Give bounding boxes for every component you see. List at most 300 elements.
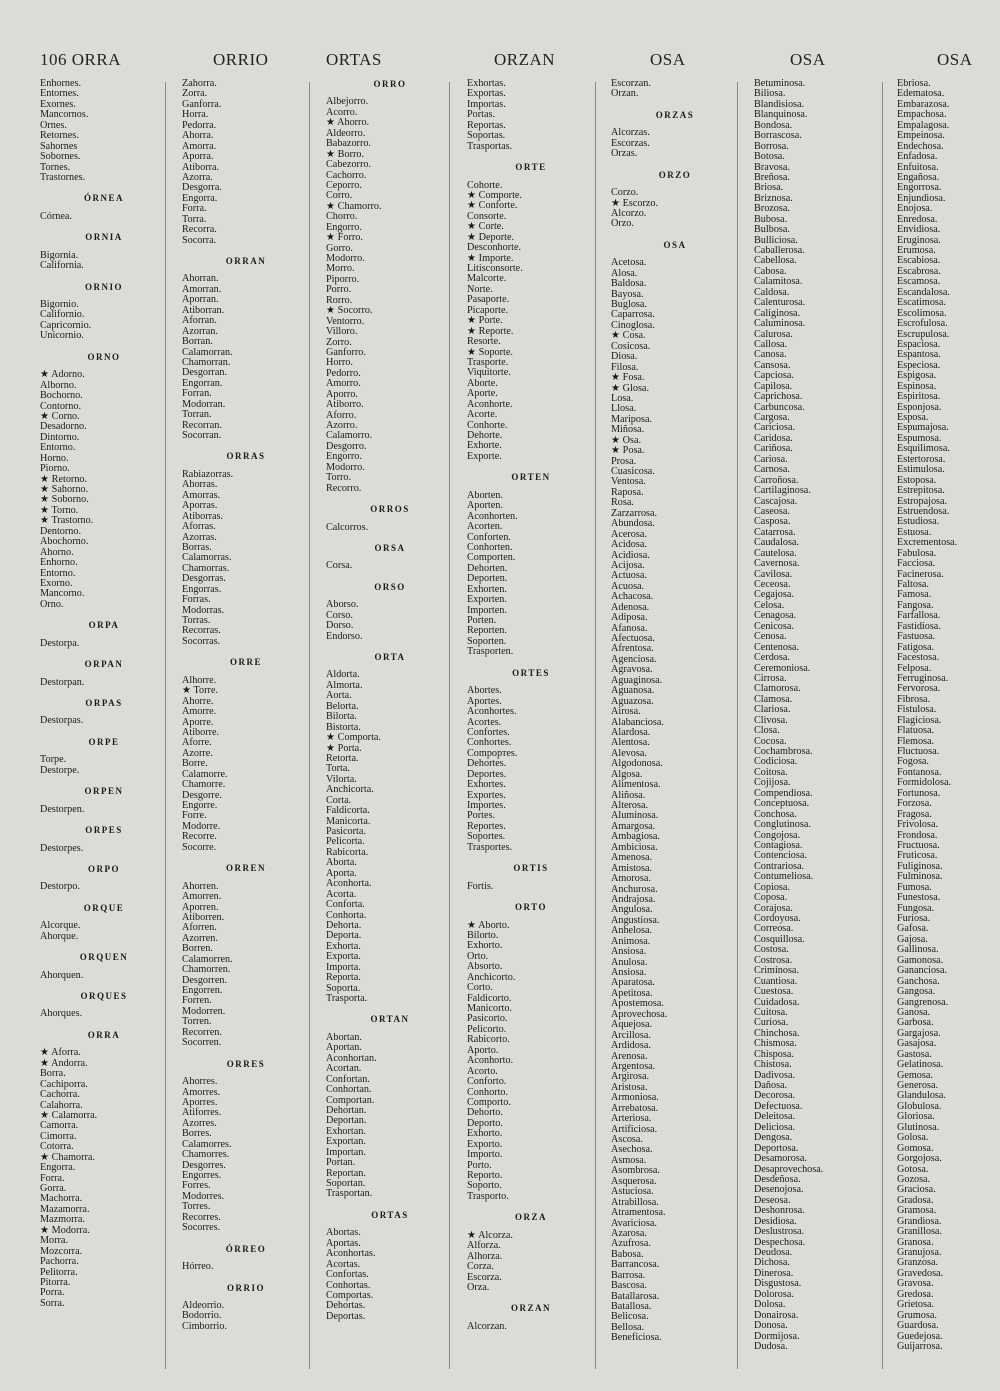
section-heading: ORRAS	[226, 451, 266, 462]
word-entry: Machorra.	[40, 1193, 83, 1205]
running-header: ORRIO	[213, 50, 269, 69]
word-entry: Fervorosa.	[897, 683, 941, 695]
word-entry: Desgorro.	[326, 440, 367, 452]
word-entry: Amorosa.	[611, 873, 651, 885]
word-entry: Albejorro.	[326, 96, 369, 108]
word-entry: Conhortan.	[326, 1084, 372, 1096]
word-entry: Aporto.	[467, 1044, 499, 1056]
word-entry: Defectuosa.	[754, 1100, 803, 1112]
word-entry: Piorno.	[40, 463, 70, 475]
word-entry: Dentorno.	[40, 525, 82, 537]
word-entry: Deshonrosa.	[754, 1205, 805, 1217]
word-entry: Batallarosa.	[611, 1290, 660, 1302]
word-entry: Desamorosa.	[754, 1153, 807, 1165]
word-entry: Escolimosa.	[897, 307, 947, 319]
word-entry: Destorpan.	[40, 676, 85, 688]
word-entry: Costrosa.	[754, 954, 793, 966]
word-entry: Diosa.	[611, 351, 638, 363]
word-entry: Armoniosa.	[611, 1092, 659, 1104]
word-entry: Abortes.	[467, 685, 502, 697]
word-entry: Chinchosa.	[754, 1027, 800, 1039]
word-entry: Excrementosa.	[897, 537, 958, 549]
word-entry: Avariciosa.	[611, 1217, 657, 1229]
word-entry: Generosa.	[897, 1080, 939, 1091]
word-entry: Batallosa.	[611, 1301, 652, 1312]
word-entry: Alterosa.	[611, 800, 649, 811]
word-entry: Pedorra.	[182, 119, 217, 131]
word-entry: Importen.	[467, 604, 507, 616]
word-entry: Frondosa.	[897, 829, 938, 841]
word-entry: Gamonosa.	[897, 954, 944, 966]
word-entry: Desgorres.	[182, 1159, 226, 1171]
word-entry: Actuosa.	[611, 570, 647, 582]
word-entry: Comportan.	[326, 1094, 375, 1106]
word-entry: Azorro.	[326, 420, 358, 431]
word-entry: Modorre.	[182, 820, 221, 832]
word-entry: Graciosa.	[897, 1184, 936, 1196]
word-entry: Conhorten.	[467, 541, 513, 553]
word-entry: Aconhortes.	[467, 706, 517, 718]
word-entry: Alhorre.	[182, 674, 217, 686]
word-entry: ★ Escorzo.	[611, 197, 659, 209]
word-entry: Trasportes.	[467, 841, 513, 853]
word-entry: Conhorta.	[326, 909, 367, 921]
word-entry: Comportas.	[326, 1289, 374, 1301]
word-entry: Dehorta.	[326, 919, 362, 931]
word-entry: Aporra.	[182, 151, 214, 163]
word-entry: Ansiosa.	[611, 967, 647, 978]
word-entry: Capciosa.	[754, 370, 794, 382]
word-entry: Deleitosa.	[754, 1111, 796, 1123]
word-entry: Desidiosa.	[754, 1215, 797, 1227]
word-entry: Comporto.	[467, 1096, 511, 1108]
word-entry: Apostemosa.	[611, 998, 664, 1010]
word-entry: Contagiosa.	[754, 839, 803, 851]
word-entry: Amorras.	[182, 489, 221, 501]
word-entry: Comporten.	[467, 552, 516, 564]
word-entry: Forra.	[182, 203, 207, 215]
word-entry: ★ Alcorza.	[467, 1229, 513, 1241]
word-entry: Ambiciosa.	[611, 841, 658, 853]
word-entry: Dengosa.	[754, 1132, 793, 1144]
word-entry: Soportan.	[326, 1178, 366, 1189]
section-heading: ORTIS	[513, 863, 549, 874]
word-entry: Arrebatosa.	[611, 1102, 659, 1114]
word-entry: Alimentosa.	[611, 779, 661, 791]
word-entry: Aborte.	[467, 377, 498, 389]
word-entry: Canosa.	[754, 349, 787, 361]
word-entry: Garbosa.	[897, 1017, 934, 1029]
word-entry: Asmosa.	[611, 1154, 647, 1166]
word-entry: Acijosa.	[611, 559, 645, 571]
word-entry: Entorno.	[40, 442, 76, 454]
word-entry: Acortes.	[467, 716, 502, 728]
word-entry: Alcorzan.	[467, 1320, 507, 1332]
word-entry: Dintorno.	[40, 431, 80, 443]
word-entry: Azorras.	[182, 531, 217, 543]
word-entry: Enfuitosa.	[897, 161, 939, 173]
word-entry: Erumosa.	[897, 245, 936, 256]
word-entry: Achacosa.	[611, 591, 654, 603]
word-entry: Clamosa.	[754, 693, 793, 705]
word-entry: Guijarrosa.	[897, 1340, 943, 1352]
word-entry: Caridosa.	[754, 432, 793, 444]
word-entry: ★ Sahorno.	[40, 484, 89, 495]
word-entry: Escatimosa.	[897, 297, 946, 309]
word-entry: Ansiosa.	[611, 946, 647, 958]
word-entry: Cimorra.	[40, 1130, 77, 1142]
word-entry: Horra.	[182, 109, 209, 121]
word-entry: Cautelosa.	[754, 547, 797, 559]
word-entry: Gozosa.	[897, 1173, 931, 1185]
word-entry: Abochorno.	[40, 536, 89, 548]
word-entry: Cimborrio.	[182, 1320, 227, 1332]
word-entry: Engorre.	[182, 800, 218, 811]
word-entry: Aldeorrio.	[182, 1299, 225, 1311]
word-entry: Filosa.	[611, 361, 639, 373]
word-entry: Cachorro.	[326, 169, 367, 181]
word-entry: Exornes.	[40, 98, 76, 110]
word-entry: Entorno.	[40, 567, 76, 579]
word-entry: Atiborro.	[326, 399, 364, 411]
word-entry: Viquitorte.	[467, 367, 511, 379]
word-entry: Afanosa.	[611, 622, 648, 634]
word-entry: Borras.	[182, 541, 212, 553]
word-entry: Compendiosa.	[754, 787, 813, 799]
word-entry: Exorno.	[40, 577, 73, 589]
word-entry: Recorro.	[326, 482, 362, 494]
word-entry: Engorras.	[182, 583, 222, 595]
word-entry: Arenosa.	[611, 1050, 648, 1062]
word-entry: ★ Chamorra.	[40, 1151, 95, 1163]
word-entry: Atiborren.	[182, 911, 225, 923]
word-entry: Bigornio.	[40, 299, 79, 310]
word-entry: Enredosa.	[897, 213, 938, 225]
word-entry: Dehorte.	[467, 430, 503, 441]
word-entry: Absorto.	[467, 961, 503, 973]
word-entry: Disgustosa.	[754, 1278, 802, 1290]
word-entry: Sobornes.	[40, 151, 81, 163]
word-entry: Sorra.	[40, 1297, 65, 1309]
word-entry: Forzosa.	[897, 798, 932, 810]
word-entry: Modorres.	[182, 1190, 225, 1202]
word-entry: Fuliginosa.	[897, 860, 943, 872]
word-entry: Gorgojosa.	[897, 1153, 942, 1165]
word-entry: Facciosa.	[897, 558, 936, 570]
word-entry: Engorro.	[326, 451, 362, 463]
word-entry: Pedorro.	[326, 367, 361, 379]
word-entry: Azorran.	[182, 325, 218, 337]
word-entry: Gorra.	[40, 1183, 67, 1194]
word-entry: Torren.	[182, 1016, 212, 1028]
word-entry: Rabicorta.	[326, 846, 369, 858]
word-entry: Aporras.	[182, 500, 218, 512]
word-entry: Porto.	[467, 1159, 492, 1171]
word-entry: ★ Adorno.	[40, 369, 85, 381]
word-entry: Airosa.	[611, 706, 641, 718]
word-entry: Esquilimosa.	[897, 443, 950, 455]
word-entry: Acortan.	[326, 1063, 362, 1075]
word-entry: Gajosa.	[897, 933, 928, 945]
word-entry: Atiborran.	[182, 304, 225, 316]
word-entry: Exhortas.	[467, 78, 506, 89]
word-entry: Cegajosa.	[754, 589, 794, 601]
word-entry: Trasportan.	[326, 1188, 373, 1200]
section-heading: ORQUES	[80, 991, 128, 1001]
word-entry: Enhornes.	[40, 78, 82, 89]
word-entry: Faldicorto.	[467, 992, 512, 1004]
word-entry: Brozosa.	[754, 203, 790, 215]
word-entry: Barrancosa.	[611, 1259, 660, 1271]
word-entry: Conforten.	[467, 531, 511, 543]
word-entry: Deportas.	[326, 1310, 366, 1322]
word-entry: Golosa.	[897, 1132, 929, 1144]
word-entry: Baldosa.	[611, 278, 647, 290]
word-entry: Felposa.	[897, 662, 932, 674]
word-entry: Chamorren.	[182, 964, 231, 976]
word-entry: Bigornia.	[40, 249, 79, 261]
word-entry: Gotosa.	[897, 1163, 929, 1175]
word-entry: Forren.	[182, 995, 212, 1007]
word-entry: Chamorre.	[182, 779, 226, 791]
word-entry: Modorro.	[326, 461, 365, 473]
word-entry: Torro.	[326, 472, 352, 484]
word-entry: Aporte.	[467, 388, 498, 400]
word-entry: ★ Conforte.	[467, 200, 518, 212]
word-entry: Trasportas.	[467, 140, 513, 152]
word-entry: Pitorra.	[40, 1276, 71, 1288]
word-entry: Astuciosa.	[611, 1186, 654, 1198]
word-entry: Forres.	[182, 1180, 211, 1192]
word-entry: Amorres.	[182, 1086, 221, 1098]
word-entry: Gloriosa.	[897, 1111, 935, 1123]
word-entry: Azufrosa.	[611, 1238, 651, 1250]
word-entry: Dañosa.	[754, 1080, 788, 1091]
word-entry: Cirrosa.	[754, 672, 787, 684]
word-entry: Babazorro.	[326, 138, 371, 150]
word-entry: Endorso.	[326, 630, 363, 642]
word-entry: Dichosa.	[754, 1257, 790, 1269]
word-entry: Conforta.	[326, 899, 365, 911]
word-entry: Confortas.	[326, 1269, 369, 1281]
word-entry: Aporres.	[182, 1096, 218, 1108]
word-entry: Belorta.	[326, 700, 359, 712]
word-entry: Orno.	[40, 598, 64, 610]
word-entry: Decorosa.	[754, 1090, 796, 1102]
word-entry: Ahorque.	[40, 930, 79, 942]
word-entry: Corta.	[326, 794, 352, 806]
word-entry: Abortas.	[326, 1227, 361, 1239]
word-entry: Aprovechosa.	[611, 1008, 668, 1020]
word-entry: Carnosa.	[754, 464, 790, 476]
word-entry: Especiosa.	[897, 359, 941, 371]
word-entry: Deporta.	[326, 930, 362, 942]
word-entry: Deporten.	[467, 573, 508, 585]
word-entry: Callosa.	[754, 338, 788, 350]
word-entry: Mancornos.	[40, 109, 89, 121]
word-entry: Caseosa.	[754, 505, 790, 517]
section-heading: ORTAS	[371, 1209, 409, 1220]
word-entry: Porten.	[467, 615, 497, 626]
running-header: ORTAS	[326, 50, 382, 69]
section-heading: ORPES	[85, 825, 123, 836]
word-entry: Exhortes.	[467, 779, 506, 791]
word-entry: Empachosa.	[897, 109, 947, 121]
word-entry: Agravosa.	[611, 664, 653, 676]
word-entry: Bulliciosa.	[754, 234, 798, 246]
word-entry: Algodonosa.	[611, 758, 663, 770]
word-entry: Dehortas.	[326, 1300, 366, 1312]
word-entry: Conhorto.	[467, 1086, 509, 1098]
section-heading: ORQUE	[83, 902, 125, 913]
word-entry: Exporta.	[326, 951, 361, 963]
word-entry: Espumosa.	[897, 432, 942, 444]
word-entry: Acortas.	[326, 1258, 361, 1270]
word-entry: Cotorra.	[40, 1141, 74, 1153]
word-entry: Consorte.	[467, 210, 507, 222]
word-entry: Grandiosa.	[897, 1215, 942, 1227]
word-entry: Cavilosa.	[754, 568, 793, 580]
word-entry: ★ Corno.	[40, 410, 80, 422]
word-entry: Amargosa.	[611, 820, 656, 832]
word-entry: Ceremoniosa.	[754, 662, 811, 674]
word-entry: Borrosa.	[754, 140, 789, 152]
section-heading: ORRIO	[226, 1282, 265, 1293]
word-entry: Trasporte.	[467, 356, 509, 368]
word-entry: ★ Aborto.	[467, 919, 510, 931]
word-entry: Ahorras.	[182, 479, 218, 491]
word-entry: Closa.	[754, 725, 780, 737]
word-entry: Cascajosa.	[754, 495, 798, 507]
section-heading: ORTES	[512, 667, 550, 678]
word-entry: Exporten.	[467, 594, 507, 606]
section-heading: ORNIA	[85, 232, 123, 243]
section-heading: ORNO	[87, 351, 121, 362]
word-entry: Amistosa.	[611, 862, 653, 874]
word-entry: Anchurosa.	[611, 883, 658, 895]
word-entry: Alcorque.	[40, 920, 81, 932]
word-entry: Cabosa.	[754, 265, 787, 277]
word-entry: Gafosa.	[897, 923, 929, 935]
word-entry: Recorran.	[182, 419, 222, 431]
word-entry: Dehorten.	[467, 562, 508, 574]
word-entry: Aorta.	[326, 690, 352, 702]
word-entry: Arcillosa.	[611, 1029, 651, 1041]
word-entry: Copiosa.	[754, 881, 790, 893]
word-entry: Fatigosa.	[897, 641, 935, 653]
word-entry: Soportas.	[467, 130, 506, 142]
word-entry: Socorras.	[182, 635, 221, 647]
word-entry: Fructuosa.	[897, 839, 940, 851]
word-entry: Fontanosa.	[897, 766, 942, 778]
word-entry: Deportan.	[326, 1115, 367, 1127]
word-entry: Confortan.	[326, 1073, 370, 1085]
word-entry: Reportes.	[467, 820, 506, 832]
word-entry: Conglutinosa.	[754, 819, 811, 831]
word-entry: Ebriosa.	[897, 78, 931, 89]
word-entry: Biliosa.	[754, 88, 786, 100]
word-entry: Pasaporte.	[467, 294, 510, 306]
word-entry: Atiforres.	[182, 1107, 222, 1119]
word-entry: Fortunosa.	[897, 787, 941, 799]
section-heading: ORREN	[225, 863, 266, 874]
word-entry: ★ Porte.	[467, 315, 503, 327]
word-entry: Retorta.	[326, 752, 359, 764]
section-heading: ORRO	[373, 79, 407, 89]
word-entry: Destorpes.	[40, 842, 84, 854]
word-entry: Fastidiosa.	[897, 620, 941, 632]
word-entry: Dehorto.	[467, 1107, 503, 1119]
word-entry: Socorran.	[182, 430, 222, 441]
word-entry: Bodorrio.	[182, 1310, 222, 1322]
word-entry: Azarosa.	[611, 1227, 647, 1239]
word-entry: Cargosa.	[754, 412, 790, 423]
section-heading: ORSO	[374, 581, 406, 592]
word-entry: Aconhorto.	[467, 1055, 514, 1067]
word-entry: Gangrenosa.	[897, 996, 949, 1008]
word-entry: ★ Soporte.	[467, 346, 513, 358]
word-entry: Atiborras.	[182, 510, 224, 522]
word-entry: Alcorzas.	[611, 127, 650, 139]
word-entry: Aconhortan.	[326, 1052, 377, 1064]
word-entry: Glutinosa.	[897, 1121, 940, 1133]
word-entry: Pelicorto.	[467, 1023, 507, 1035]
word-entry: Cordoyosa.	[754, 913, 801, 924]
word-entry: Rabicorto.	[467, 1034, 510, 1046]
section-heading: ORPA	[88, 620, 120, 631]
word-entry: Horro.	[326, 357, 353, 369]
word-entry: Chismosa.	[754, 1038, 797, 1050]
word-entry: Angustiosa.	[611, 914, 660, 926]
word-entry: Espinosa.	[897, 380, 937, 392]
word-entry: Contenciosa.	[754, 850, 807, 862]
word-entry: Alforza.	[467, 1240, 501, 1252]
word-entry: Piporro.	[326, 273, 360, 285]
word-entry: Catarrosa.	[754, 526, 796, 538]
word-entry: Conhortas.	[326, 1279, 371, 1291]
word-entry: Orzan.	[611, 88, 639, 100]
word-entry: Engorra.	[182, 192, 218, 204]
word-entry: Empalagosa.	[897, 119, 950, 131]
section-heading: ORZO	[658, 169, 692, 180]
word-entry: Ahorra.	[182, 130, 214, 142]
word-entry: Borra.	[40, 1068, 66, 1080]
word-entry: Gorro.	[326, 242, 353, 254]
word-entry: Alosa.	[611, 267, 638, 279]
word-entry: Estimulosa.	[897, 464, 945, 476]
word-entry: Esposa.	[897, 412, 929, 423]
word-entry: Fruticosa.	[897, 850, 938, 862]
section-heading: ORZAS	[655, 109, 695, 120]
word-entry: Modorro.	[326, 253, 365, 264]
word-entry: Recorren.	[182, 1026, 222, 1038]
word-entry: Empeinosa.	[897, 130, 945, 142]
word-entry: Fluctuosa.	[897, 746, 940, 757]
word-entry: Fortis.	[467, 880, 494, 892]
word-entry: Angulosa.	[611, 904, 653, 916]
word-entry: Reportan.	[326, 1167, 366, 1179]
word-entry: Desadorno.	[40, 421, 87, 433]
section-heading: ORTO	[514, 902, 548, 913]
word-entry: Importes.	[467, 800, 506, 811]
word-entry: Soporta.	[326, 982, 361, 994]
word-entry: Dinerosa.	[754, 1267, 794, 1279]
word-entry: Facinerosa.	[897, 568, 944, 580]
word-entry: Trasporto.	[467, 1190, 509, 1202]
word-entry: Dehortan.	[326, 1104, 367, 1116]
word-entry: Modorran.	[182, 398, 226, 410]
word-entry: Ganforro.	[326, 346, 366, 358]
